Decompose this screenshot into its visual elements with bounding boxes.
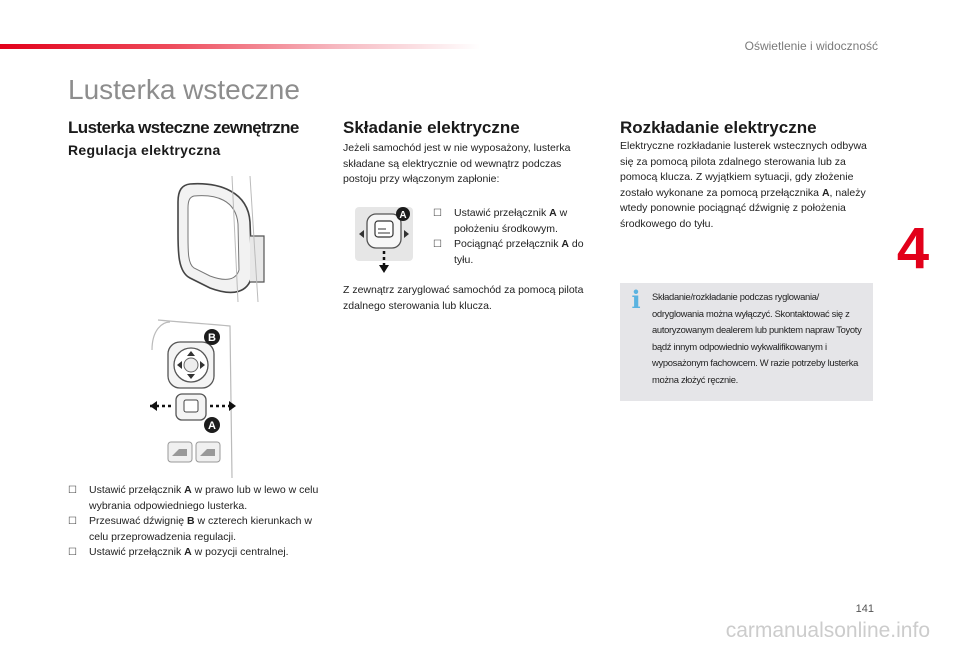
folding-intro: Jeżeli samochód jest w nie wyposażony, lusterka składane są elektrycznie od wewnątrz podczas postoju przy włączonym zapłonie: (343, 142, 571, 185)
info-text: Składanie/rozkładanie podczas ryglowania/ odryglowania można wyłączyć. Skontaktować się z autoryzowanym dealerem lub punktem napraw Toyoty bądź innym odpowiednio wykwalifikowanym i wyposażonym fachowcem. W razie potrzeby lusterka można złożyć ręcznie. (652, 291, 862, 385)
switch-panel-illustration (150, 320, 240, 480)
mirror-illustration (150, 172, 265, 302)
list-item: ☐ Ustawić przełącznik A w pozycji centralnej. (68, 545, 333, 561)
heading-electric-unfolding: Rozkładanie elektryczne (620, 118, 817, 137)
heading-electric-folding: Składanie elektryczne (343, 118, 520, 137)
label-a-text: A (208, 420, 216, 432)
heading-external-mirrors: Lusterka wsteczne zewnętrzne (68, 118, 299, 137)
info-box (620, 283, 873, 401)
header-accent-bar (0, 44, 480, 49)
watermark: carmanualsonline.info (725, 619, 930, 642)
fold-label-a-badge (396, 207, 410, 221)
folding-steps (433, 206, 598, 268)
fold-label-a-text: A (399, 210, 407, 221)
list-item: ☐ Ustawić przełącznik A w położeniu środkowym. (433, 207, 568, 235)
page-title: Lusterka wsteczne (68, 74, 300, 105)
folding-note: Z zewnątrz zaryglować samochód za pomocą pilota zdalnego sterowania lub klucza. (343, 284, 584, 312)
checkbox-bullet-icon: ☐ (68, 547, 77, 558)
list-item: ☐ Przesuwać dźwignię B w czterech kierunkach w celu przeprowadzenia regulacji. (68, 515, 312, 543)
checkbox-bullet-icon: ☐ (68, 485, 77, 496)
subheading-electric-adjustment: Regulacja elektryczna (68, 142, 221, 158)
checkbox-bullet-icon: ☐ (68, 516, 77, 527)
info-icon: i (631, 285, 641, 314)
list-item: ☐ Ustawić przełącznik A w prawo lub w lewo w celu wybrania odpowiedniego lusterka. (68, 484, 319, 512)
list-item: ☐ Pociągnąć przełącznik A do tyłu. (433, 238, 584, 266)
page-number: 141 (855, 603, 874, 615)
adjustment-steps (68, 483, 333, 561)
label-b-text: B (208, 332, 216, 344)
label-a-badge (204, 417, 220, 433)
section-title: Oświetlenie i widoczność (744, 39, 878, 53)
checkbox-bullet-icon: ☐ (433, 239, 442, 250)
checkbox-bullet-icon: ☐ (433, 208, 442, 219)
unfolding-text: Elektryczne rozkładanie lusterek wstecznych odbywa się za pomocą pilota zdalnego sterowania lub za pomocą klucza. Z wyjątkiem sytuacji, gdy złożenie zostało wykonane za pomocą przełącznika A, należy wtedy ponownie pociągnąć dźwignię z położenia środkowego do tyłu. (620, 140, 867, 230)
chapter-number: 4 (896, 216, 930, 281)
label-b-badge (204, 329, 220, 345)
